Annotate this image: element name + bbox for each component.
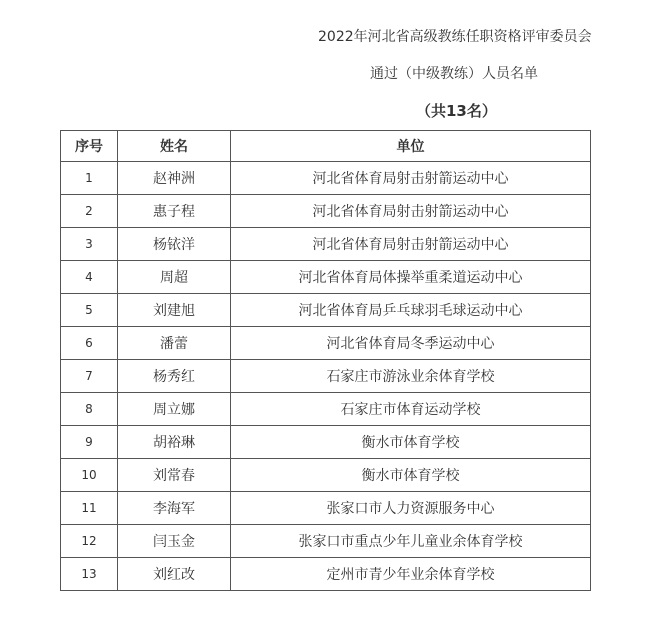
table-row bbox=[61, 360, 591, 393]
cell-unit: 河北省体育局冬季运动中心 bbox=[231, 327, 591, 360]
title-count: （共13名） bbox=[416, 102, 497, 120]
table-row bbox=[61, 195, 591, 228]
cell-unit: 河北省体育局射击射箭运动中心 bbox=[231, 162, 591, 195]
cell-name: 李海军 bbox=[118, 492, 231, 525]
cell-name: 刘建旭 bbox=[118, 294, 231, 327]
cell-unit: 衡水市体育学校 bbox=[231, 459, 591, 492]
table-row bbox=[61, 426, 591, 459]
cell-number: 2 bbox=[61, 195, 118, 228]
cell-name: 惠子程 bbox=[118, 195, 231, 228]
cell-name: 杨铱洋 bbox=[118, 228, 231, 261]
cell-unit: 张家口市重点少年儿童业余体育学校 bbox=[231, 525, 591, 558]
personnel-table bbox=[60, 130, 591, 591]
table-row bbox=[61, 393, 591, 426]
cell-number: 6 bbox=[61, 327, 118, 360]
cell-number: 3 bbox=[61, 228, 118, 261]
cell-name: 闫玉金 bbox=[118, 525, 231, 558]
title-line-1: 2022年河北省高级教练任职资格评审委员会 bbox=[318, 29, 592, 45]
cell-name: 刘常春 bbox=[118, 459, 231, 492]
cell-unit: 河北省体育局射击射箭运动中心 bbox=[231, 228, 591, 261]
cell-name: 刘红改 bbox=[118, 558, 231, 591]
cell-name: 赵神洲 bbox=[118, 162, 231, 195]
cell-unit: 定州市青少年业余体育学校 bbox=[231, 558, 591, 591]
cell-number: 1 bbox=[61, 162, 118, 195]
cell-number: 9 bbox=[61, 426, 118, 459]
column-header-name: 姓名 bbox=[118, 131, 231, 162]
cell-name: 周超 bbox=[118, 261, 231, 294]
cell-unit: 河北省体育局射击射箭运动中心 bbox=[231, 195, 591, 228]
cell-unit: 石家庄市游泳业余体育学校 bbox=[231, 360, 591, 393]
table-row bbox=[61, 261, 591, 294]
cell-name: 周立娜 bbox=[118, 393, 231, 426]
table-row bbox=[61, 459, 591, 492]
cell-name: 杨秀红 bbox=[118, 360, 231, 393]
cell-unit: 张家口市人力资源服务中心 bbox=[231, 492, 591, 525]
table-row bbox=[61, 558, 591, 591]
cell-unit: 河北省体育局乒乓球羽毛球运动中心 bbox=[231, 294, 591, 327]
cell-number: 7 bbox=[61, 360, 118, 393]
column-header-unit: 单位 bbox=[231, 131, 591, 162]
table-row bbox=[61, 525, 591, 558]
cell-unit: 河北省体育局体操举重柔道运动中心 bbox=[231, 261, 591, 294]
table-row bbox=[61, 294, 591, 327]
table-row bbox=[61, 162, 591, 195]
table-header-row bbox=[61, 131, 591, 162]
title-line-2: 通过（中级教练）人员名单 bbox=[370, 66, 538, 82]
cell-number: 13 bbox=[61, 558, 118, 591]
table-row bbox=[61, 327, 591, 360]
cell-number: 8 bbox=[61, 393, 118, 426]
table-row bbox=[61, 492, 591, 525]
cell-number: 11 bbox=[61, 492, 118, 525]
column-header-number: 序号 bbox=[61, 131, 118, 162]
table-row bbox=[61, 228, 591, 261]
cell-number: 10 bbox=[61, 459, 118, 492]
cell-unit: 石家庄市体育运动学校 bbox=[231, 393, 591, 426]
cell-unit: 衡水市体育学校 bbox=[231, 426, 591, 459]
cell-number: 4 bbox=[61, 261, 118, 294]
cell-name: 潘蕾 bbox=[118, 327, 231, 360]
cell-number: 5 bbox=[61, 294, 118, 327]
cell-number: 12 bbox=[61, 525, 118, 558]
cell-name: 胡裕琳 bbox=[118, 426, 231, 459]
